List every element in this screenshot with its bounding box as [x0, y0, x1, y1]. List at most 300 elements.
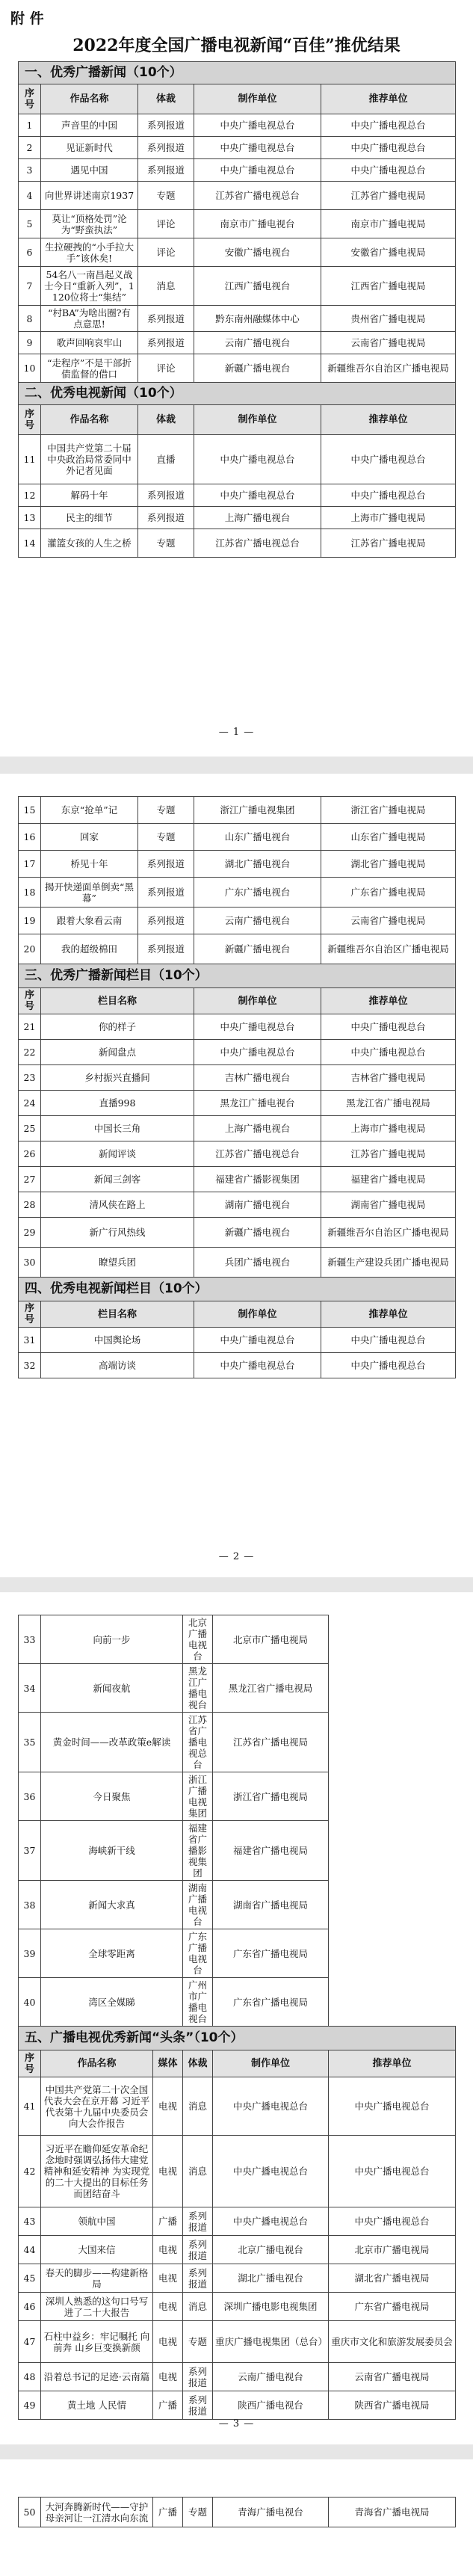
- work-name: 中国共产党第二十届中央政治局常委同中外记者见面: [41, 435, 138, 484]
- work-name: 解码十年: [41, 484, 138, 507]
- recommender: 中央广播电视总台: [329, 2136, 456, 2207]
- table-row: [19, 1615, 456, 1664]
- row-number: 30: [19, 1248, 41, 1278]
- results-table-page-1: [18, 61, 456, 558]
- genre: 直播: [138, 435, 194, 484]
- row-number: 46: [19, 2293, 41, 2321]
- producer: 陕西广播电视台: [213, 2391, 329, 2420]
- row-number: 3: [19, 159, 41, 182]
- table-row: [19, 2293, 456, 2321]
- row-number: 28: [19, 1192, 41, 1218]
- recommender: 云南省广播电视局: [321, 908, 456, 934]
- recommender: 中央广播电视总台: [329, 2077, 456, 2136]
- results-table-page-2: [18, 796, 456, 1378]
- table-row: [19, 306, 456, 332]
- recommender: 湖北省广播电视局: [321, 851, 456, 878]
- recommender: 云南省广播电视局: [329, 2363, 456, 2391]
- header-genre: 体裁: [138, 84, 194, 114]
- work-name: 春天的脚步——构建新格局: [41, 2264, 153, 2293]
- header-producer: 制作单位: [213, 2050, 329, 2077]
- row-number: 9: [19, 332, 41, 354]
- section-title: 四、优秀电视新闻栏目（10个）: [19, 1278, 456, 1301]
- producer: 兵团广播电视台: [194, 1248, 321, 1278]
- producer: 江西广播电视台: [194, 267, 321, 306]
- row-number: 16: [19, 824, 41, 851]
- producer: 云南广播电视台: [194, 908, 321, 934]
- document-page-3: [0, 1592, 473, 2444]
- table-row: [19, 934, 456, 964]
- table-row: [19, 1713, 456, 1772]
- genre: 系列报道: [138, 114, 194, 137]
- work-name: 大国来信: [41, 2236, 153, 2264]
- genre: 系列报道: [183, 2363, 213, 2391]
- row-number: 18: [19, 878, 41, 908]
- column-name: 清风侠在路上: [41, 1192, 194, 1218]
- recommender: 湖北省广播电视局: [329, 2264, 456, 2293]
- genre: 专题: [138, 529, 194, 558]
- header-genre: 体裁: [138, 405, 194, 435]
- row-number: 42: [19, 2136, 41, 2207]
- row-number: 11: [19, 435, 41, 484]
- work-name: 沿着总书记的足迹·云南篇: [41, 2363, 153, 2391]
- table-row: [19, 2136, 456, 2207]
- row-number: 47: [19, 2321, 41, 2363]
- row-number: 12: [19, 484, 41, 507]
- recommender: 中央广播电视总台: [321, 159, 456, 182]
- recommender: 青海省广播电视局: [329, 2498, 456, 2527]
- row-number: 50: [19, 2498, 41, 2527]
- table-row: [19, 1772, 456, 1821]
- work-name: 东京“抢单”记: [41, 797, 138, 824]
- work-name: 大河奔腾新时代——守护母亲河让一江清水向东流: [41, 2498, 153, 2527]
- producer: 中央广播电视总台: [194, 1014, 321, 1040]
- genre: 评论: [138, 354, 194, 383]
- table-row: [19, 851, 456, 878]
- table-row: [19, 2077, 456, 2136]
- table-row: [19, 2207, 456, 2236]
- table-row: [19, 354, 456, 383]
- table-row: [19, 507, 456, 529]
- table-row: [19, 1328, 456, 1353]
- header-producer: 制作单位: [194, 405, 321, 435]
- genre: 消息: [183, 2293, 213, 2321]
- section-title: 一、优秀广播新闻（10个）: [19, 62, 456, 84]
- work-name: 中国共产党第二十次全国代表大会在京开幕 习近平代表第十九届中央委员会向大会作报告: [41, 2077, 153, 2136]
- work-name: 揭开快递面单倒卖“黑幕”: [41, 878, 138, 908]
- work-name: 声音里的中国: [41, 114, 138, 137]
- genre: 系列报道: [138, 159, 194, 182]
- recommender: 中央广播电视总台: [321, 1328, 456, 1353]
- recommender: 中央广播电视总台: [321, 1040, 456, 1065]
- header-recommender: 推荐单位: [321, 1301, 456, 1328]
- producer: 广东广播电视台: [183, 1929, 213, 1978]
- header-seq: 序号: [19, 988, 41, 1014]
- column-name: 乡村振兴直播间: [41, 1065, 194, 1091]
- recommender: 福建省广播电视局: [213, 1821, 329, 1881]
- producer: 中央广播电视总台: [194, 137, 321, 159]
- producer: 黑龙江广播电视台: [194, 1091, 321, 1116]
- genre: 系列报道: [138, 878, 194, 908]
- recommender: 新疆维吾尔自治区广播电视局: [321, 354, 456, 383]
- medium: 电视: [153, 2136, 183, 2207]
- row-number: 38: [19, 1881, 41, 1929]
- recommender: 上海市广播电视局: [321, 507, 456, 529]
- genre: 评论: [138, 238, 194, 267]
- header-row: [19, 2050, 456, 2077]
- column-name: 中国舆论场: [41, 1328, 194, 1353]
- column-name: 直播998: [41, 1091, 194, 1116]
- medium: 电视: [153, 2363, 183, 2391]
- recommender: 湖南省广播电视局: [213, 1881, 329, 1929]
- table-row: [19, 435, 456, 484]
- column-name: 新闻夜航: [41, 1664, 183, 1713]
- producer: 南京市广播电视台: [194, 210, 321, 238]
- medium: 广播: [153, 2498, 183, 2527]
- section-heading: [19, 62, 456, 84]
- medium: 电视: [153, 2321, 183, 2363]
- section-title: 三、优秀广播新闻栏目（10个）: [19, 964, 456, 988]
- work-name: 民主的细节: [41, 507, 138, 529]
- recommender: 山东省广播电视局: [321, 824, 456, 851]
- column-name: 向前一步: [41, 1615, 183, 1664]
- work-name: 生拉硬拽的“小手拉大手”该休矣!: [41, 238, 138, 267]
- row-number: 6: [19, 238, 41, 267]
- genre: 评论: [138, 210, 194, 238]
- producer: 新疆广播电视台: [194, 1218, 321, 1248]
- genre: 系列报道: [183, 2391, 213, 2420]
- recommender: 中央广播电视总台: [321, 1014, 456, 1040]
- producer: 中央广播电视总台: [194, 1040, 321, 1065]
- header-row: [19, 84, 456, 114]
- genre: 专题: [138, 824, 194, 851]
- table-row: [19, 1116, 456, 1141]
- table-row: [19, 1353, 456, 1378]
- page-number: — 3 —: [218, 2418, 255, 2429]
- header-row: [19, 405, 456, 435]
- medium: 电视: [153, 2077, 183, 2136]
- recommender: 北京市广播电视局: [329, 2236, 456, 2264]
- table-row: [19, 1040, 456, 1065]
- row-number: 2: [19, 137, 41, 159]
- row-number: 26: [19, 1141, 41, 1167]
- genre: 系列报道: [183, 2264, 213, 2293]
- table-row: [19, 137, 456, 159]
- table-row: [19, 159, 456, 182]
- row-number: 25: [19, 1116, 41, 1141]
- row-number: 1: [19, 114, 41, 137]
- document-page-1: [0, 0, 473, 757]
- genre: 消息: [138, 267, 194, 306]
- row-number: 33: [19, 1615, 41, 1664]
- header-row: [19, 1301, 456, 1328]
- medium: 电视: [153, 2236, 183, 2264]
- producer: 北京广播电视台: [183, 1615, 213, 1664]
- producer: 新疆广播电视台: [194, 934, 321, 964]
- producer: 中央广播电视总台: [213, 2207, 329, 2236]
- genre: 消息: [183, 2077, 213, 2136]
- row-number: 32: [19, 1353, 41, 1378]
- genre: 系列报道: [183, 2236, 213, 2264]
- row-number: 22: [19, 1040, 41, 1065]
- annex-label: 附 件: [10, 10, 44, 27]
- row-number: 10: [19, 354, 41, 383]
- producer: 江苏省广播电视总台: [183, 1713, 213, 1772]
- producer: 中央广播电视总台: [213, 2136, 329, 2207]
- row-number: 45: [19, 2264, 41, 2293]
- row-number: 20: [19, 934, 41, 964]
- table-row: [19, 1167, 456, 1192]
- producer: 中央广播电视总台: [194, 1328, 321, 1353]
- genre: 系列报道: [138, 137, 194, 159]
- header-seq: 序号: [19, 84, 41, 114]
- producer: 中央广播电视总台: [213, 2077, 329, 2136]
- recommender: 广东省广播电视局: [329, 2293, 456, 2321]
- row-number: 31: [19, 1328, 41, 1353]
- row-number: 44: [19, 2236, 41, 2264]
- header-producer: 制作单位: [194, 1301, 321, 1328]
- row-number: 43: [19, 2207, 41, 2236]
- table-row: [19, 1014, 456, 1040]
- section-heading: [19, 964, 456, 988]
- work-name: “村BA”为啥出圈?有点意思!: [41, 306, 138, 332]
- producer: 上海广播电视台: [194, 507, 321, 529]
- table-row: [19, 2498, 456, 2527]
- row-number: 49: [19, 2391, 41, 2420]
- recommender: 中央广播电视总台: [321, 1353, 456, 1378]
- recommender: 中央广播电视总台: [321, 484, 456, 507]
- producer: 中央广播电视总台: [194, 159, 321, 182]
- recommender: 贵州省广播电视局: [321, 306, 456, 332]
- work-name: 石柱中益乡：牢记嘱托 向前奔 山乡巨变换新颜: [41, 2321, 153, 2363]
- table-row: [19, 1881, 456, 1929]
- work-name: 遇见中国: [41, 159, 138, 182]
- producer: 上海广播电视台: [194, 1116, 321, 1141]
- producer: 浙江广播电视集团: [183, 1772, 213, 1821]
- recommender: 江苏省广播电视局: [321, 1141, 456, 1167]
- recommender: 新疆生产建设兵团广播电视局: [321, 1248, 456, 1278]
- header-recommender: 推荐单位: [321, 84, 456, 114]
- table-row: [19, 484, 456, 507]
- producer: 广东广播电视台: [194, 878, 321, 908]
- producer: 北京广播电视台: [213, 2236, 329, 2264]
- header-row: [19, 988, 456, 1014]
- header-producer: 制作单位: [194, 84, 321, 114]
- genre: 消息: [183, 2136, 213, 2207]
- genre: 系列报道: [138, 908, 194, 934]
- medium: 电视: [153, 2264, 183, 2293]
- work-name: 歌声回响哀牢山: [41, 332, 138, 354]
- producer: 广州市广播电视台: [183, 1978, 213, 2027]
- producer: 中央广播电视总台: [194, 435, 321, 484]
- table-row: [19, 1218, 456, 1248]
- recommender: 江苏省广播电视局: [321, 529, 456, 558]
- column-name: 瞭望兵团: [41, 1248, 194, 1278]
- work-name: 领航中国: [41, 2207, 153, 2236]
- section-title: 二、优秀电视新闻（10个）: [19, 383, 456, 405]
- header-work: 作品名称: [41, 405, 138, 435]
- row-number: 7: [19, 267, 41, 306]
- table-row: [19, 908, 456, 934]
- row-number: 8: [19, 306, 41, 332]
- work-name: 灌篮女孩的人生之桥: [41, 529, 138, 558]
- row-number: 37: [19, 1821, 41, 1881]
- recommender: 吉林省广播电视局: [321, 1065, 456, 1091]
- work-name: 见证新时代: [41, 137, 138, 159]
- recommender: 安徽省广播电视局: [321, 238, 456, 267]
- column-name: 新闻三剑客: [41, 1167, 194, 1192]
- row-number: 41: [19, 2077, 41, 2136]
- column-name: 新闻大求真: [41, 1881, 183, 1929]
- row-number: 23: [19, 1065, 41, 1091]
- table-row: [19, 210, 456, 238]
- genre: 系列报道: [138, 507, 194, 529]
- row-number: 14: [19, 529, 41, 558]
- column-name: 全球零距离: [41, 1929, 183, 1978]
- table-row: [19, 114, 456, 137]
- column-name: 高端访谈: [41, 1353, 194, 1378]
- work-name: 莫让“顶格处罚”沦为“野蛮执法”: [41, 210, 138, 238]
- producer: 江苏省广播电视总台: [194, 529, 321, 558]
- producer: 吉林广播电视台: [194, 1065, 321, 1091]
- row-number: 5: [19, 210, 41, 238]
- table-row: [19, 1978, 456, 2027]
- table-row: [19, 878, 456, 908]
- recommender: 福建省广播电视局: [321, 1167, 456, 1192]
- section-heading: [19, 2027, 456, 2050]
- genre: 专题: [183, 2321, 213, 2363]
- header-seq: 序号: [19, 405, 41, 435]
- recommender: 南京市广播电视局: [321, 210, 456, 238]
- work-name: 黄土地 人民情: [41, 2391, 153, 2420]
- recommender: 黑龙江省广播电视局: [213, 1664, 329, 1713]
- producer: 青海广播电视台: [213, 2498, 329, 2527]
- table-row: [19, 238, 456, 267]
- producer: 新疆广播电视台: [194, 354, 321, 383]
- section-heading: [19, 383, 456, 405]
- recommender: 浙江省广播电视局: [321, 797, 456, 824]
- producer: 浙江广播电视集团: [194, 797, 321, 824]
- work-name: 桥见十年: [41, 851, 138, 878]
- row-number: 48: [19, 2363, 41, 2391]
- table-row: [19, 1664, 456, 1713]
- row-number: 17: [19, 851, 41, 878]
- recommender: 黑龙江省广播电视局: [321, 1091, 456, 1116]
- table-row: [19, 797, 456, 824]
- recommender: 中央广播电视总台: [321, 114, 456, 137]
- producer: 中央广播电视总台: [194, 484, 321, 507]
- recommender: 浙江省广播电视局: [213, 1772, 329, 1821]
- table-row: [19, 2391, 456, 2420]
- recommender: 中央广播电视总台: [321, 137, 456, 159]
- table-row: [19, 1065, 456, 1091]
- table-row: [19, 529, 456, 558]
- row-number: 27: [19, 1167, 41, 1192]
- row-number: 13: [19, 507, 41, 529]
- table-row: [19, 1091, 456, 1116]
- results-table-page-4: [18, 2497, 456, 2527]
- producer: 中央广播电视总台: [194, 1353, 321, 1378]
- header-producer: 制作单位: [194, 988, 321, 1014]
- table-row: [19, 1248, 456, 1278]
- document-page-2: [0, 774, 473, 1577]
- header-recommender: 推荐单位: [329, 2050, 456, 2077]
- recommender: 新疆维吾尔自治区广播电视局: [321, 1218, 456, 1248]
- row-number: 4: [19, 182, 41, 210]
- recommender: 江西省广播电视局: [321, 267, 456, 306]
- table-row: [19, 1141, 456, 1167]
- genre: 系列报道: [138, 851, 194, 878]
- column-name: 黄金时间——改革政策e解读: [41, 1713, 183, 1772]
- work-name: 跟着大象看云南: [41, 908, 138, 934]
- header-column: 栏目名称: [41, 988, 194, 1014]
- producer: 黑龙江广播电视台: [183, 1664, 213, 1713]
- column-name: 中国长三角: [41, 1116, 194, 1141]
- document-page-4: [0, 2459, 473, 2576]
- producer: 安徽广播电视台: [194, 238, 321, 267]
- recommender: 中央广播电视总台: [321, 435, 456, 484]
- section-heading: [19, 1278, 456, 1301]
- table-row: [19, 2363, 456, 2391]
- header-seq: 序号: [19, 2050, 41, 2077]
- table-row: [19, 332, 456, 354]
- table-row: [19, 1192, 456, 1218]
- section-title: 五、广播电视优秀新闻“头条”（10个）: [19, 2027, 456, 2050]
- producer: 江苏省广播电视总台: [194, 182, 321, 210]
- header-work: 作品名称: [41, 84, 138, 114]
- row-number: 34: [19, 1664, 41, 1713]
- medium: 广播: [153, 2391, 183, 2420]
- page-title: 2022年度全国广播电视新闻“百佳”推优结果: [72, 36, 401, 55]
- recommender: 重庆市文化和旅游发展委员会: [329, 2321, 456, 2363]
- recommender: 中央广播电视总台: [329, 2207, 456, 2236]
- column-name: 新闻评谈: [41, 1141, 194, 1167]
- producer: 云南广播电视台: [194, 332, 321, 354]
- genre: 专题: [183, 2498, 213, 2527]
- producer: 山东广播电视台: [194, 824, 321, 851]
- producer: 黔东南州融媒体中心: [194, 306, 321, 332]
- genre: 系列报道: [138, 934, 194, 964]
- table-row: [19, 1929, 456, 1978]
- producer: 湖南广播电视台: [194, 1192, 321, 1218]
- recommender: 湖南省广播电视局: [321, 1192, 456, 1218]
- row-number: 36: [19, 1772, 41, 1821]
- producer: 福建省广播影视集团: [183, 1821, 213, 1881]
- column-name: 你的样子: [41, 1014, 194, 1040]
- producer: 湖北广播电视台: [194, 851, 321, 878]
- column-name: 新广行风热线: [41, 1218, 194, 1248]
- producer: 江苏省广播电视总台: [194, 1141, 321, 1167]
- row-number: 21: [19, 1014, 41, 1040]
- work-name: 向世界讲述南京1937: [41, 182, 138, 210]
- column-name: 今日聚焦: [41, 1772, 183, 1821]
- table-row: [19, 824, 456, 851]
- table-row: [19, 182, 456, 210]
- producer: 云南广播电视台: [213, 2363, 329, 2391]
- results-table-page-3: [18, 1615, 456, 2420]
- genre: 专题: [138, 182, 194, 210]
- recommender: 江苏省广播电视局: [321, 182, 456, 210]
- producer: 湖南广播电视台: [183, 1881, 213, 1929]
- row-number: 24: [19, 1091, 41, 1116]
- recommender: 江苏省广播电视局: [213, 1713, 329, 1772]
- row-number: 29: [19, 1218, 41, 1248]
- column-name: 海峡新干线: [41, 1821, 183, 1881]
- genre: 专题: [138, 797, 194, 824]
- producer: 福建省广播影视集团: [194, 1167, 321, 1192]
- row-number: 19: [19, 908, 41, 934]
- header-column: 栏目名称: [41, 1301, 194, 1328]
- genre: 系列报道: [138, 332, 194, 354]
